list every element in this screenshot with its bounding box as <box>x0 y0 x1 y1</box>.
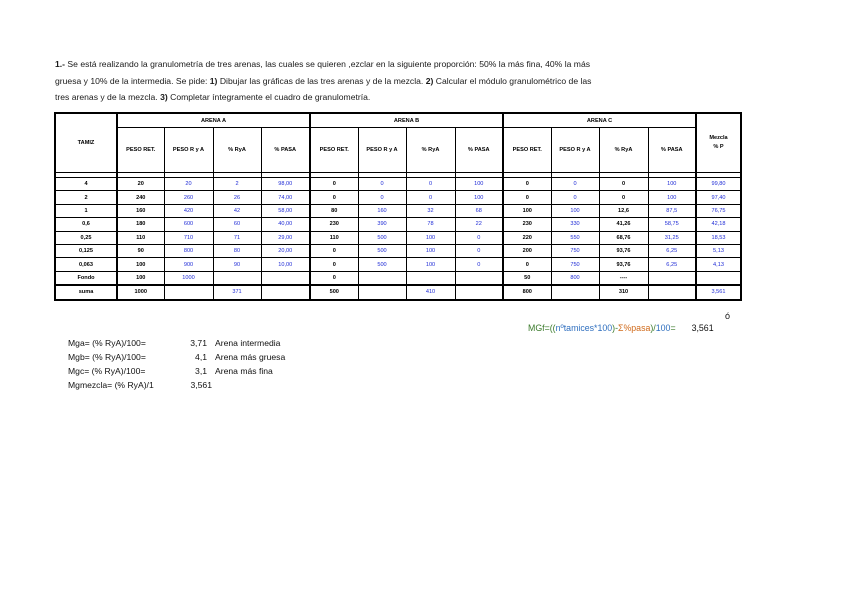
problem-line-2 <box>55 73 695 90</box>
column-header: % PASA <box>261 128 310 173</box>
table-cell: 100 <box>551 204 599 217</box>
table-cell: 80 <box>310 204 358 217</box>
result-label: Mgmezcla= (% RyA)/1 <box>68 380 154 390</box>
table-cell <box>648 285 696 299</box>
table-cell: 0 <box>455 244 503 257</box>
formula-part-6: Σ%pasa <box>618 323 651 333</box>
table-cell: 100 <box>117 258 164 271</box>
problem-text-1: Se está realizando la granulometría de tres arenas, las cuales se quieren ,ezclar en la siguiente proporción: 50% la más fina, 40% la más <box>65 59 591 69</box>
arena-b-header: ARENA B <box>310 113 503 128</box>
task-1-number: 1) <box>209 75 218 86</box>
result-value: 3,71 <box>190 338 207 348</box>
result-mga <box>68 338 368 352</box>
table-cell: 100 <box>503 204 551 217</box>
table-cell: 0 <box>455 258 503 271</box>
table-cell: 2 <box>213 178 261 191</box>
table-cell: 200 <box>503 244 551 257</box>
column-header: % PASA <box>455 128 503 173</box>
table-row <box>55 271 741 285</box>
mezcla-header-line-2: % P <box>713 144 724 150</box>
tamiz-cell: 2 <box>55 191 117 204</box>
table-cell <box>648 271 696 285</box>
table-cell: 42,18 <box>696 218 741 231</box>
table-cell: 160 <box>358 204 406 217</box>
table-cell: 310 <box>599 285 648 299</box>
column-header: PESO RET. <box>310 128 358 173</box>
tamiz-header: TAMIZ <box>55 113 117 173</box>
table-row <box>55 204 741 217</box>
table-cell: 6,25 <box>648 258 696 271</box>
table-cell: 500 <box>358 258 406 271</box>
table-cell: 22 <box>455 218 503 231</box>
table-cell: 0 <box>599 178 648 191</box>
table-cell: 0 <box>455 231 503 244</box>
mezcla-header <box>696 113 741 173</box>
table-cell: 500 <box>310 285 358 299</box>
table-cell <box>358 271 406 285</box>
result-description: Arena más fina <box>215 366 273 376</box>
table-cell: 710 <box>164 231 213 244</box>
table-cell: 750 <box>551 244 599 257</box>
table-cell: 5,13 <box>696 244 741 257</box>
tamiz-cell: 0,125 <box>55 244 117 257</box>
table-header-groups <box>55 113 741 128</box>
problem-text-4: Calcular el módulo granulométrico de las <box>433 75 592 86</box>
table-row <box>55 191 741 204</box>
table-cell: 80 <box>213 244 261 257</box>
column-header: PESO R y A <box>164 128 213 173</box>
column-header: % RyA <box>213 128 261 173</box>
table-cell <box>164 285 213 299</box>
table-cell: 100 <box>455 191 503 204</box>
table-cell: 0 <box>406 178 455 191</box>
table-cell: 26 <box>213 191 261 204</box>
table-cell: 800 <box>164 244 213 257</box>
problem-text-3: Dibujar las gráficas de las tres arenas y de la mezcla. <box>217 75 426 86</box>
table-cell: 20,00 <box>261 244 310 257</box>
table-cell: 18,53 <box>696 231 741 244</box>
table-cell: 100 <box>406 231 455 244</box>
table-cell <box>406 271 455 285</box>
column-header: % PASA <box>648 128 696 173</box>
table-cell: 0 <box>599 191 648 204</box>
table-cell: 110 <box>117 231 164 244</box>
table-cell: 371 <box>213 285 261 299</box>
table-cell: 0 <box>551 191 599 204</box>
table-cell: 78 <box>406 218 455 231</box>
table-cell: 0 <box>358 178 406 191</box>
table-cell: 330 <box>551 218 599 231</box>
table-cell: 410 <box>406 285 455 299</box>
result-label: Mgc= (% RyA)/100= <box>68 366 146 376</box>
tamiz-cell: 0,25 <box>55 231 117 244</box>
table-cell: 500 <box>358 231 406 244</box>
mezcla-header-line-1: Mezcla <box>709 135 728 141</box>
table-cell: 12,6 <box>599 204 648 217</box>
table-cell: 20 <box>164 178 213 191</box>
result-value: 4,1 <box>195 352 207 362</box>
formula-part-9: = <box>670 323 676 333</box>
arena-c-header: ARENA C <box>503 113 696 128</box>
table-cell: 180 <box>117 218 164 231</box>
granulometry-table <box>54 112 742 301</box>
table-cell: ---- <box>599 271 648 285</box>
tamiz-cell: Fondo <box>55 271 117 285</box>
table-cell: 93,76 <box>599 244 648 257</box>
table-cell: 0 <box>551 178 599 191</box>
formula-part-8: 100 <box>655 323 671 333</box>
table-row <box>55 231 741 244</box>
table-cell: 42 <box>213 204 261 217</box>
table-cell: 0 <box>310 191 358 204</box>
problem-text-2: gruesa y 10% de la intermedia. Se pide: <box>55 75 210 86</box>
table-cell <box>213 271 261 285</box>
alternative-mark: ó <box>725 311 731 321</box>
table-cell: 60 <box>213 218 261 231</box>
table-cell: 1000 <box>164 271 213 285</box>
formula-part-3: * <box>594 323 598 333</box>
table-cell: 100 <box>648 191 696 204</box>
table-cell: 99,80 <box>696 178 741 191</box>
table-row <box>55 258 741 271</box>
table-cell: 0 <box>310 258 358 271</box>
tamiz-cell: 4 <box>55 178 117 191</box>
table-cell: 800 <box>503 285 551 299</box>
result-label: Mga= (% RyA)/100= <box>68 338 146 348</box>
table-cell: 58,75 <box>648 218 696 231</box>
table-cell: 900 <box>164 258 213 271</box>
task-2-number: 2) <box>425 75 434 86</box>
table-cell: 68 <box>455 204 503 217</box>
table-cell: 230 <box>503 218 551 231</box>
table-cell: 0 <box>310 244 358 257</box>
table-cell: 6,25 <box>648 244 696 257</box>
table-cell: 100 <box>455 178 503 191</box>
table-cell: 550 <box>551 231 599 244</box>
column-header: PESO RET. <box>503 128 551 173</box>
table-header-columns <box>55 128 741 173</box>
table-cell <box>261 271 310 285</box>
column-header: PESO R y A <box>358 128 406 173</box>
column-header: % RyA <box>406 128 455 173</box>
table-cell: 100 <box>648 178 696 191</box>
table-cell: 220 <box>503 231 551 244</box>
table-row <box>55 218 741 231</box>
problem-text-5: tres arenas y de la mezcla. <box>55 92 161 102</box>
table-cell: 4,13 <box>696 258 741 271</box>
table-cell: 58,00 <box>261 204 310 217</box>
result-mgb <box>68 352 368 366</box>
table-cell: 100 <box>406 244 455 257</box>
table-cell: 1000 <box>117 285 164 299</box>
table-cell <box>696 271 741 285</box>
table-cell: 230 <box>310 218 358 231</box>
table-cell: 390 <box>358 218 406 231</box>
table-cell: 93,76 <box>599 258 648 271</box>
table-cell: 10,00 <box>261 258 310 271</box>
table-cell <box>358 285 406 299</box>
table-cell: 76,75 <box>696 204 741 217</box>
tamiz-cell: 0,063 <box>55 258 117 271</box>
tamiz-cell: suma <box>55 285 117 299</box>
table-cell: 50 <box>503 271 551 285</box>
result-label: Mgb= (% RyA)/100= <box>68 352 146 362</box>
mgf-formula <box>528 323 714 333</box>
formula-part-2: nºtamices <box>555 323 595 333</box>
table-cell: 0 <box>358 191 406 204</box>
problem-line-3 <box>55 89 695 106</box>
table-cell: 40,00 <box>261 218 310 231</box>
table-cell: 420 <box>164 204 213 217</box>
table-cell: 240 <box>117 191 164 204</box>
table-cell <box>261 285 310 299</box>
problem-line-1 <box>55 56 695 73</box>
table-cell: 500 <box>358 244 406 257</box>
table-cell: 260 <box>164 191 213 204</box>
table-cell: 90 <box>117 244 164 257</box>
column-header: PESO RET. <box>117 128 164 173</box>
table-cell <box>455 271 503 285</box>
column-header: % RyA <box>599 128 648 173</box>
table-row <box>55 244 741 257</box>
tamiz-cell: 1 <box>55 204 117 217</box>
table-row <box>55 285 741 299</box>
table-cell: 87,5 <box>648 204 696 217</box>
table-cell: 41,26 <box>599 218 648 231</box>
table-cell: 98,00 <box>261 178 310 191</box>
tamiz-cell: 0,6 <box>55 218 117 231</box>
table-cell: 0 <box>503 191 551 204</box>
formula-part-5: )- <box>612 323 619 333</box>
table-cell: 0 <box>310 271 358 285</box>
table-cell: 71 <box>213 231 261 244</box>
result-description: Arena más gruesa <box>215 352 286 362</box>
table-cell: 90 <box>213 258 261 271</box>
table-cell <box>455 285 503 299</box>
table-cell: 750 <box>551 258 599 271</box>
result-mgmezcla <box>68 380 368 394</box>
table-cell: 3,561 <box>696 285 741 299</box>
result-description: Arena intermedia <box>215 338 281 348</box>
table-cell: 0 <box>406 191 455 204</box>
table-cell: 97,40 <box>696 191 741 204</box>
results-list <box>68 338 368 394</box>
table-cell: 800 <box>551 271 599 285</box>
table-cell: 0 <box>503 178 551 191</box>
result-value: 3,561 <box>190 380 212 390</box>
problem-text-6: Completar íntegramente el cuadro de granulometría. <box>167 92 371 102</box>
table-cell: 600 <box>164 218 213 231</box>
table-cell: 29,00 <box>261 231 310 244</box>
problem-number: 1.- <box>55 59 66 69</box>
column-header: PESO R y A <box>551 128 599 173</box>
table-cell: 160 <box>117 204 164 217</box>
table-cell: 0 <box>503 258 551 271</box>
formula-part-1: MGf=(( <box>528 323 556 333</box>
problem-statement <box>55 56 695 106</box>
table-cell: 100 <box>406 258 455 271</box>
result-value: 3,1 <box>195 366 207 376</box>
table-cell: 32 <box>406 204 455 217</box>
table-cell: 68,76 <box>599 231 648 244</box>
table-cell: 20 <box>117 178 164 191</box>
result-mgc <box>68 366 368 380</box>
table-cell: 110 <box>310 231 358 244</box>
task-3-number: 3) <box>160 92 168 102</box>
arena-a-header: ARENA A <box>117 113 310 128</box>
table-cell <box>551 285 599 299</box>
table-cell: 0 <box>310 178 358 191</box>
formula-part-7: )/ <box>650 323 656 333</box>
table-row <box>55 178 741 191</box>
table-cell: 31,25 <box>648 231 696 244</box>
mgf-value: 3,561 <box>691 323 714 333</box>
table-cell: 74,00 <box>261 191 310 204</box>
table-cell: 100 <box>117 271 164 285</box>
formula-part-4: 100 <box>597 323 613 333</box>
